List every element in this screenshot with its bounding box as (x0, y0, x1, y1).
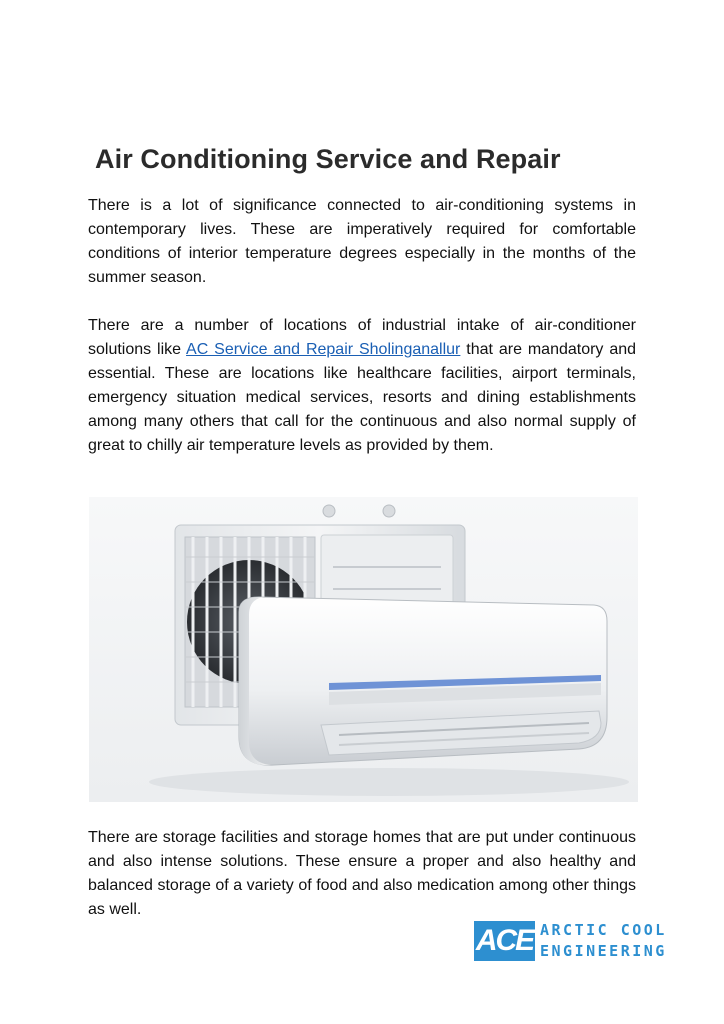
logo-company-line2: ENGINEERING (540, 942, 667, 960)
paragraph-locations-before: There are a number of locations of industrial intake of air-conditioner solutions like (88, 317, 636, 358)
ace-logo-text: ACE (475, 924, 534, 957)
logo-company-line1: ARCTIC COOL (540, 921, 667, 939)
ace-logo-mark (474, 921, 535, 961)
air-conditioner-photo (89, 497, 638, 802)
ac-service-link[interactable]: AC Service and Repair Sholinganallur (186, 341, 461, 358)
paragraph-intro: There is a lot of significance connected to air-conditioning systems in contemporary lives. These are imperatively required for comfortable conditions of interior temperature degrees especially in the months of the summer season. (88, 197, 636, 286)
arctic-cool-logo (474, 919, 667, 963)
paragraph-locations-after: that are mandatory and essential. These are locations like healthcare facilities, airport terminals, emergency situation medical services, resorts and dining establishments among many others that call for the continuous and also normal supply of great to chilly air temperature levels as provided by them. (88, 341, 637, 454)
paragraph-locations (88, 314, 636, 458)
paragraph-storage: There are storage facilities and storage homes that are put under continuous and also intense solutions. These ensure a proper and also healthy and balanced storage of a variety of food and also medication among other things as well. (88, 829, 636, 918)
page-title: Air Conditioning Service and Repair (95, 144, 561, 174)
